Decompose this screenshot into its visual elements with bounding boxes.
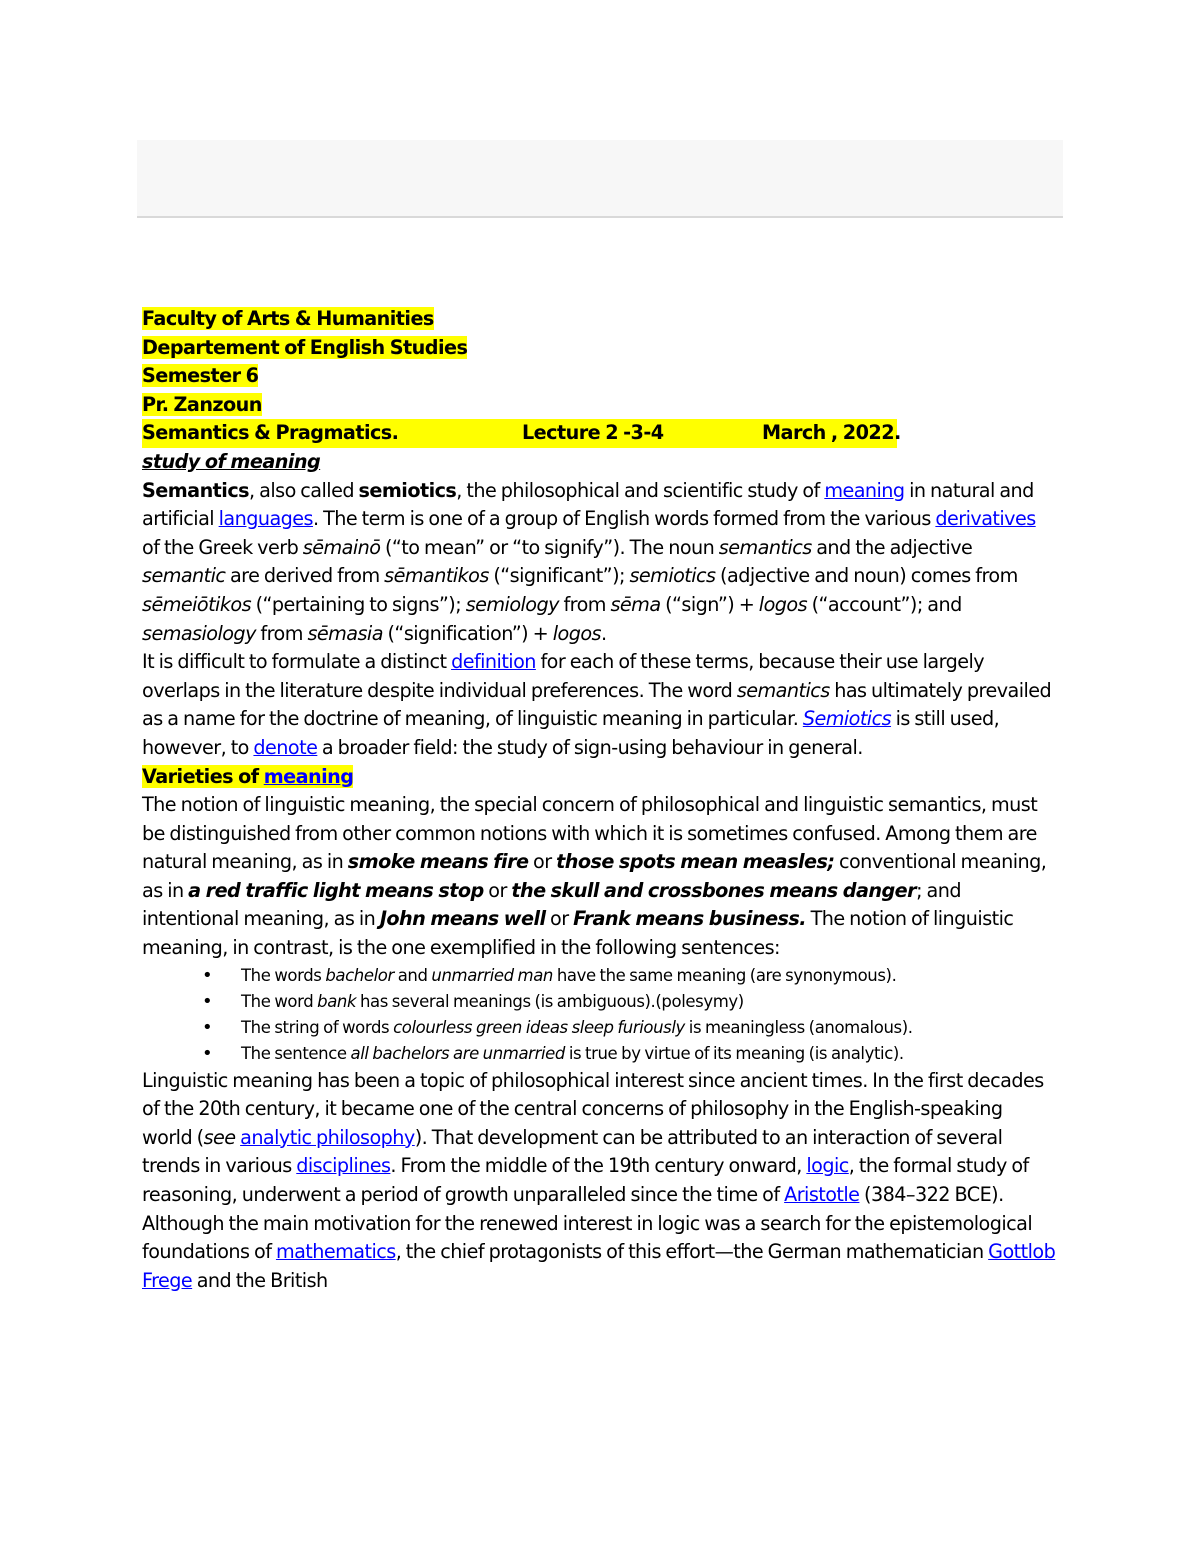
link-disciplines[interactable]: disciplines xyxy=(296,1154,391,1178)
link-gottlob-frege[interactable]: Gottlob Frege xyxy=(142,1240,1056,1292)
list-item: • The word bank has several meanings (is ambiguous).(polesymy) xyxy=(142,989,1057,1015)
faculty-line: Faculty of Arts & Humanities xyxy=(142,307,434,330)
link-aristotle[interactable]: Aristotle xyxy=(784,1183,860,1207)
link-denote[interactable]: denote xyxy=(253,735,318,759)
example-sentences-list xyxy=(142,963,1057,1067)
department-line: Departement of English Studies xyxy=(142,335,468,359)
link-derivatives[interactable]: derivatives xyxy=(935,507,1036,531)
link-semiotics[interactable]: Semiotics xyxy=(802,707,892,731)
link-meaning-heading[interactable]: meaning xyxy=(263,764,354,788)
document-body xyxy=(142,305,1057,1295)
semester-line: Semester 6 xyxy=(142,364,259,388)
section-title-varieties: Varieties of meaning xyxy=(142,764,354,788)
course-line xyxy=(142,419,1057,448)
course-date: March , 2022. xyxy=(762,421,901,445)
professor-line: Pr. Zanzoun xyxy=(142,392,262,416)
course-title: Semantics & Pragmatics. xyxy=(142,421,399,445)
paragraph-definition-difficulty: It is difficult to formulate a distinct definition for each of these terms, because their use largely overlaps in the literature despite individual preferences. The word semantics has ultimately prevailed as a name for the doctrine of meaning, of linguistic meaning in particular. Semiotics is still used, however, to denote a broader field: the study of sign-using behaviour in general. xyxy=(142,650,1052,759)
link-definition[interactable]: definition xyxy=(451,650,536,674)
link-languages[interactable]: languages xyxy=(218,507,313,531)
link-mathematics[interactable]: mathematics xyxy=(275,1240,396,1264)
link-analytic-philosophy[interactable]: analytic philosophy xyxy=(240,1125,415,1149)
link-logic[interactable]: logic xyxy=(806,1154,849,1178)
link-meaning[interactable]: meaning xyxy=(824,478,905,502)
paragraph-semantics-definition: Semantics, also called semiotics, the philosophical and scientific study of meaning in natural and artificial languages. The term is one of a group of English words formed from the various derivatives of the Greek verb sēmainō (“to mean” or “to signify”). The noun semantics and the adjective semantic are derived from sēmantikos (“significant”); semiotics (adjective and noun) comes from sēmeiōtikos (“pertaining to signs”); semiology from sēma (“sign”) + logos (“account”); and semasiology from sēmasia (“signification”) + logos. xyxy=(142,478,1036,645)
lecture-number: Lecture 2 -3-4 xyxy=(522,421,664,445)
paragraph-linguistic-meaning: The notion of linguistic meaning, the special concern of philosophical and linguistic semantics, must be distinguished from other common notions with which it is sometimes confused. Among them are natural meaning, as in smoke means fire or those spots mean measles; conventional meaning, as in a red traffic light means stop or the skull and crossbones means danger; and intentional meaning, as in John means well or Frank means business. The notion of linguistic meaning, in contrast, is the one exemplified in the following sentences: xyxy=(142,793,1047,960)
list-item: • The words bachelor and unmarried man have the same meaning (are synonymous). xyxy=(142,963,1057,989)
page-header-box xyxy=(137,140,1063,218)
paragraph-history: Linguistic meaning has been a topic of philosophical interest since ancient times. In the first decades of the 20th century, it became one of the central concerns of philosophy in the English-speaking world (see analytic philosophy). That development can be attributed to an interaction of several trends in various disciplines. From the middle of the 19th century onward, logic, the formal study of reasoning, underwent a period of growth unparalleled since the time of Aristotle (384–322 BCE). Although the main motivation for the renewed interest in logic was a search for the epistemological foundations of mathematics, the chief protagonists of this effort—the German mathematician Gottlob Frege and the British xyxy=(142,1068,1056,1292)
section-title-study: study of meaning xyxy=(142,449,321,473)
list-item: • The sentence all bachelors are unmarried is true by virtue of its meaning (is analytic). xyxy=(142,1041,1057,1067)
list-item: • The string of words colourless green ideas sleep furiously is meaningless (anomalous). xyxy=(142,1015,1057,1041)
